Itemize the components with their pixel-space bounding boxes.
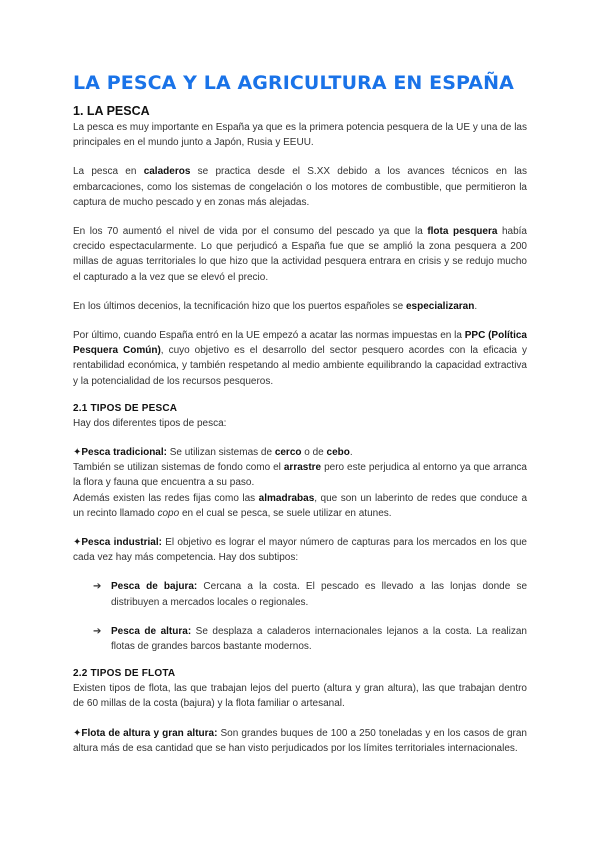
section-heading-tipos-de-flota: 2.2 TIPOS DE FLOTA xyxy=(73,668,176,680)
paragraph-almadrabas: Además existen las redes fijas como las almadrabas, que son un laberinto de redes que conduce a un recinto llamado copo en el cual se pesca, se suele utilizar en atunes. xyxy=(73,492,527,519)
paragraph-flota-altura: ✦Flota de altura y gran altura: Son grandes buques de 100 a 250 toneladas y en los casos de gran altura más de esa cantidad que se han visto perjudicados por los límites territoriales internacionales. xyxy=(73,727,527,754)
list-item-pesca-de-altura: ➔ Pesca de altura: Se desplaza a caladeros internacionales lejanos a la costa. La realizan flotas de grandes barcos bastante modernos. xyxy=(93,625,527,653)
paragraph-pesca-industrial: ✦Pesca industrial: El objetivo es lograr el mayor número de capturas para los mercados en los que cada vez hay más competencia. Hay dos subtipos: xyxy=(73,537,527,564)
paragraph-especializaran: En los últimos decenios, la tecnificación hizo que los puertos españoles se especializaran. xyxy=(73,300,478,312)
arrow-right-icon: ➔ xyxy=(93,581,102,593)
section-heading-la-pesca: 1. LA PESCA xyxy=(73,104,150,118)
star-bullet-icon: ✦ xyxy=(73,537,82,549)
paragraph-intro: La pesca es muy importante en España ya que es la primera potencia pesquera de la UE y una de las principales en el mundo junto a Japón, Rusia y EEUU. xyxy=(73,122,527,149)
star-bullet-icon: ✦ xyxy=(73,727,82,739)
arrow-right-icon: ➔ xyxy=(93,625,102,637)
paragraph-tipos-intro: Hay dos diferentes tipos de pesca: xyxy=(73,417,227,429)
bold-term-flota-pesquera: flota pesquera xyxy=(427,226,498,238)
paragraph-tipos-flota: Existen tipos de flota, las que trabajan lejos del puerto (altura y gran altura), las que trabajan dentro de 60 millas de la costa (bajura) y la flota familiar o artesanal. xyxy=(73,683,527,710)
paragraph-flota-pesquera: En los 70 aumentó el nivel de vida por el consumo del pescado ya que la flota pesquera había crecido espectacularmente. Lo que perjudicó a España fue que se amplió la zona pesquera a 200 millas de aguas territoriales lo que hizo que la actividad pesquera entrara en crisis y se redujo mucho el capturado a la vez que se elevó el precio. xyxy=(73,226,527,283)
subtype-list xyxy=(73,579,527,654)
paragraph-arrastre: También se utilizan sistemas de fondo como el arrastre pero este perjudica al entorno ya que arranca la flora y fauna que encuentra a su paso. xyxy=(73,462,527,489)
bold-term-ppc: PPC (Política Pesquera Común) xyxy=(73,330,527,357)
document-page xyxy=(73,72,527,756)
section-heading-tipos-de-pesca: 2.1 TIPOS DE PESCA xyxy=(73,402,178,414)
paragraph-ppc: Por último, cuando España entró en la UE empezó a acatar las normas impuestas en la PPC (Política Pesquera Común), cuyo objetivo es el desarrollo del sector pesquero acordes con la eficacia y rentabilidad económica, y también respetando al medio ambiente equilibrando la capacidad extractiva y la potencialidad de los recursos pesqueros. xyxy=(73,330,527,387)
star-bullet-icon: ✦ xyxy=(73,447,82,459)
bold-term-especializaran: especializaran xyxy=(405,300,475,312)
paragraph-pesca-tradicional: ✦Pesca tradicional: Se utilizan sistemas de cerco o de cebo. xyxy=(73,447,353,459)
paragraph-caladeros: La pesca en caladeros se practica desde el S.XX debido a los avances técnicos en las embarcaciones, como los sistemas de congelación o los motores de combustible, que permitieron la captura de mucho pescado y en zonas más alejadas. xyxy=(73,166,527,208)
list-item-pesca-de-bajura: ➔ Pesca de bajura: Cercana a la costa. El pescado es llevado a las lonjas donde se distribuyen a mercados locales o regionales. xyxy=(93,581,528,608)
bold-term-caladeros: caladeros xyxy=(143,166,191,178)
page-title: LA PESCA Y LA AGRICULTURA EN ESPAÑA xyxy=(73,72,514,94)
